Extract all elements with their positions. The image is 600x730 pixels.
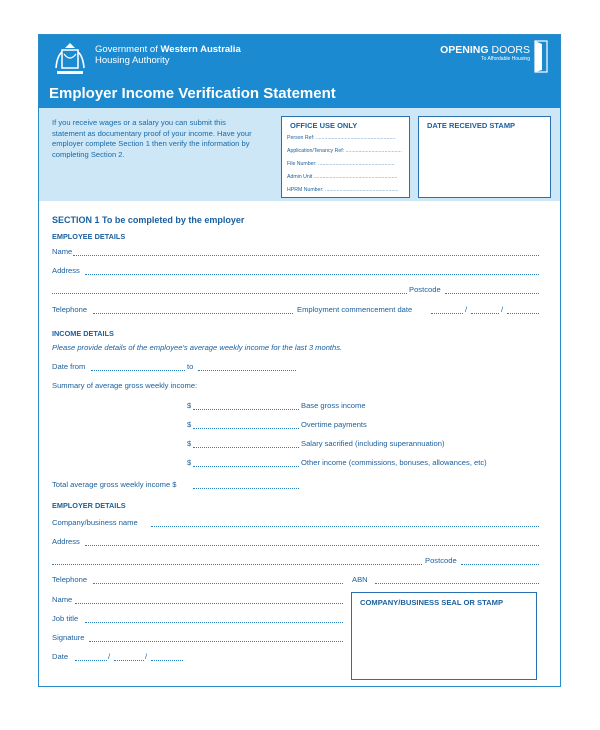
door-icon [534, 40, 548, 73]
employer-address-line2[interactable] [52, 564, 422, 565]
job-title-field[interactable] [85, 622, 343, 623]
date-from-label: Date from [52, 362, 86, 371]
employer-details-heading: EMPLOYER DETAILS [52, 501, 126, 510]
address-field-line2[interactable] [52, 293, 407, 294]
abn-field[interactable] [375, 583, 539, 584]
date-separator: / [465, 305, 468, 314]
company-name-field[interactable] [151, 526, 539, 527]
other-income-label: Other income (commissions, bonuses, allowances, etc) [301, 458, 487, 467]
telephone-field[interactable] [93, 313, 293, 314]
page-title: Employer Income Verification Statement [49, 85, 336, 102]
summary-label: Summary of average gross weekly income: [52, 381, 198, 390]
currency-sign: $ [187, 401, 192, 410]
income-details-heading: INCOME DETAILS [52, 329, 114, 338]
office-field-file-number[interactable]: File Number: ..................................................... [287, 161, 395, 167]
total-income-label: Total average gross weekly income $ [52, 480, 177, 489]
signature-field[interactable] [89, 641, 343, 642]
seal-title: COMPANY/BUSINESS SEAL OR STAMP [360, 598, 504, 607]
date-label: Date [52, 652, 69, 661]
opening-doors-logo: OPENING DOORS [440, 44, 530, 56]
date-to-field[interactable] [198, 370, 296, 371]
date-month-field[interactable] [114, 660, 144, 661]
government-name: Government of Western Australia [95, 44, 241, 55]
office-field-hprm-number[interactable]: HPRM Number: ................................................... [287, 187, 399, 193]
intro-text: If you receive wages or a salary you can submit this statement as documentary proof of your income. Have your employer complete Section 1 then verify the information by completing Section 2. [52, 118, 252, 159]
date-separator: / [145, 652, 148, 661]
currency-sign: $ [187, 439, 192, 448]
contact-name-label: Name [52, 595, 73, 604]
address-label: Address [52, 266, 80, 275]
date-received-stamp-box [418, 116, 551, 198]
intro-panel [39, 108, 560, 201]
section1-title: SECTION 1 To be completed by the employer [52, 215, 245, 225]
salary-sacrificed-label: Salary sacrified (including superannuation) [301, 439, 445, 448]
employer-postcode-label: Postcode [425, 556, 457, 565]
employer-address-field[interactable] [85, 545, 539, 546]
date-from-field[interactable] [91, 370, 185, 371]
form-page [38, 34, 561, 687]
stamp-title: DATE RECEIVED STAMP [427, 121, 516, 130]
to-label: to [187, 362, 194, 371]
other-income-field[interactable] [193, 466, 299, 467]
name-field[interactable] [73, 255, 539, 256]
opening-doors-tagline: To Affordable Housing [481, 56, 530, 62]
date-year-field[interactable] [151, 660, 183, 661]
office-field-application-ref[interactable]: Application/Tenancy Ref: ....................................... [287, 148, 402, 154]
employment-date-label: Employment commencement date [297, 305, 413, 314]
contact-name-field[interactable] [75, 603, 343, 604]
employment-day-field[interactable] [431, 313, 463, 314]
office-use-box [281, 116, 410, 198]
office-field-admin-unit[interactable]: Admin Unit .......................................................... [287, 174, 398, 180]
address-field[interactable] [85, 274, 539, 275]
base-gross-income-label: Base gross income [301, 401, 366, 410]
overtime-payments-label: Overtime payments [301, 420, 367, 429]
currency-sign: $ [187, 420, 192, 429]
employer-telephone-label: Telephone [52, 575, 88, 584]
overtime-payments-field[interactable] [193, 428, 299, 429]
employee-details-heading: EMPLOYEE DETAILS [52, 232, 126, 241]
base-gross-income-field[interactable] [193, 409, 299, 410]
employer-address-label: Address [52, 537, 80, 546]
employer-postcode-field[interactable] [461, 564, 539, 565]
name-label: Name [52, 247, 73, 256]
date-day-field[interactable] [75, 660, 107, 661]
postcode-label: Postcode [409, 285, 441, 294]
date-separator: / [501, 305, 504, 314]
office-field-person-ref[interactable]: Person Ref: ....................................................... [287, 135, 396, 141]
telephone-label: Telephone [52, 305, 88, 314]
date-separator: / [108, 652, 111, 661]
currency-sign: $ [187, 458, 192, 467]
employment-month-field[interactable] [471, 313, 499, 314]
postcode-field[interactable] [445, 293, 539, 294]
office-use-title: OFFICE USE ONLY [290, 121, 358, 130]
signature-label: Signature [52, 633, 85, 642]
housing-authority: Housing Authority [95, 55, 170, 66]
employment-year-field[interactable] [507, 313, 539, 314]
company-name-label: Company/business name [52, 518, 138, 527]
employer-telephone-field[interactable] [93, 583, 343, 584]
coat-of-arms-icon [53, 40, 87, 80]
total-income-field[interactable] [193, 488, 299, 489]
salary-sacrificed-field[interactable] [193, 447, 299, 448]
header-banner [39, 35, 560, 108]
abn-label: ABN [352, 575, 368, 584]
company-seal-box [351, 592, 537, 680]
income-note: Please provide details of the employee's average weekly income for the last 3 months. [52, 343, 343, 352]
job-title-label: Job title [52, 614, 79, 623]
